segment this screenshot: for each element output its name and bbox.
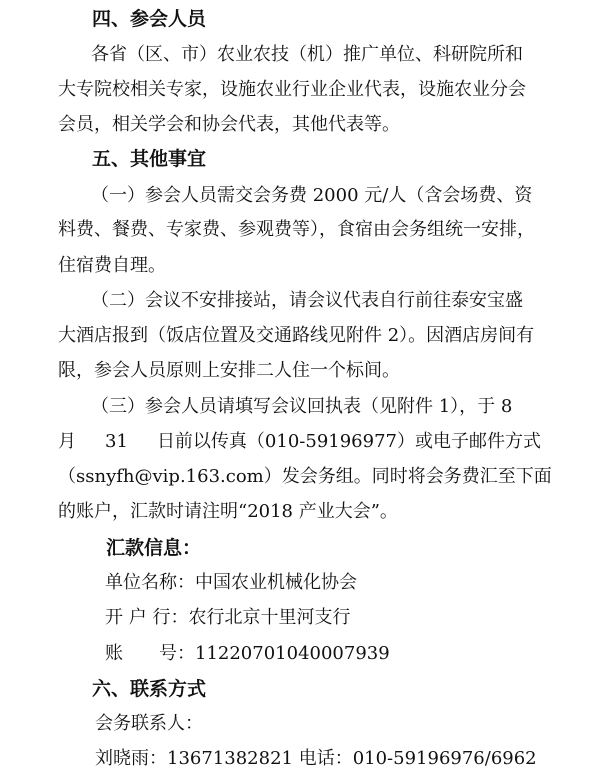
section-4-line-2: 大专院校相关专家，设施农业行业企业代表，设施农业分会 — [58, 79, 526, 100]
section-6-heading: 六、联系方式 — [92, 678, 207, 700]
remittance-account-row — [105, 643, 390, 665]
item-3-line-1: （三）参会人员请填写会议回执表（见附件 1），于 8 — [91, 396, 513, 417]
bank-value: 农行北京十里河支行 — [188, 607, 351, 628]
item-1-line-2: 料费、餐费、专家费、参观费等），食宿由会务组统一安排， — [58, 219, 535, 240]
item-1-line-3: 住宿费自理。 — [58, 255, 166, 276]
item-1-line-1: （一）参会人员需交会务费 2000 元/人（含会场费、资 — [91, 185, 533, 206]
item-3-line-2-part-3: 日前以传真（010-59196977）或电子邮件方式 — [156, 431, 541, 452]
item-2-line-2: 大酒店报到（饭店位置及交通路线见附件 2）。因酒店房间有 — [58, 325, 535, 346]
item-3-line-2-part-2: 31 — [105, 431, 128, 452]
contact-title: 会务联系人： — [95, 713, 203, 734]
section-5-heading: 五、其他事宜 — [92, 148, 207, 170]
section-4-line-3: 会员，相关学会和协会代表，其他代表等。 — [58, 114, 400, 135]
unit-label: 单位名称： — [105, 572, 195, 593]
account-value: 11220701040007939 — [195, 643, 390, 664]
bank-label: 开 户 行： — [105, 607, 189, 628]
item-3-line-4: 的账户，汇款时请注明“2018 产业大会”。 — [58, 501, 398, 522]
item-2-line-1: （二）会议不安排接站，请会议代表自行前往泰安宝盛 — [91, 290, 523, 311]
section-4-heading: 四、参会人员 — [92, 8, 207, 30]
unit-value: 中国农业机械化协会 — [195, 572, 357, 593]
item-3-line-2 — [58, 431, 541, 453]
item-2-line-3: 限，参会人员原则上安排二人住一个标间。 — [58, 360, 400, 381]
contact-line: 刘晓雨：13671382821 电话：010-59196976/6962 — [95, 748, 537, 769]
remittance-bank-row — [105, 607, 350, 629]
item-3-line-2-part-1: 月 — [58, 431, 76, 452]
section-4-line-1: 各省（区、市）农业农技（机）推广单位、科研院所和 — [91, 44, 523, 65]
account-label: 账 号： — [105, 643, 195, 664]
item-3-line-3: （ssnyfh@vip.163.com）发会务组。同时将会务费汇至下面 — [58, 466, 552, 487]
remittance-unit-row — [105, 572, 357, 594]
remittance-title: 汇款信息： — [106, 537, 202, 559]
